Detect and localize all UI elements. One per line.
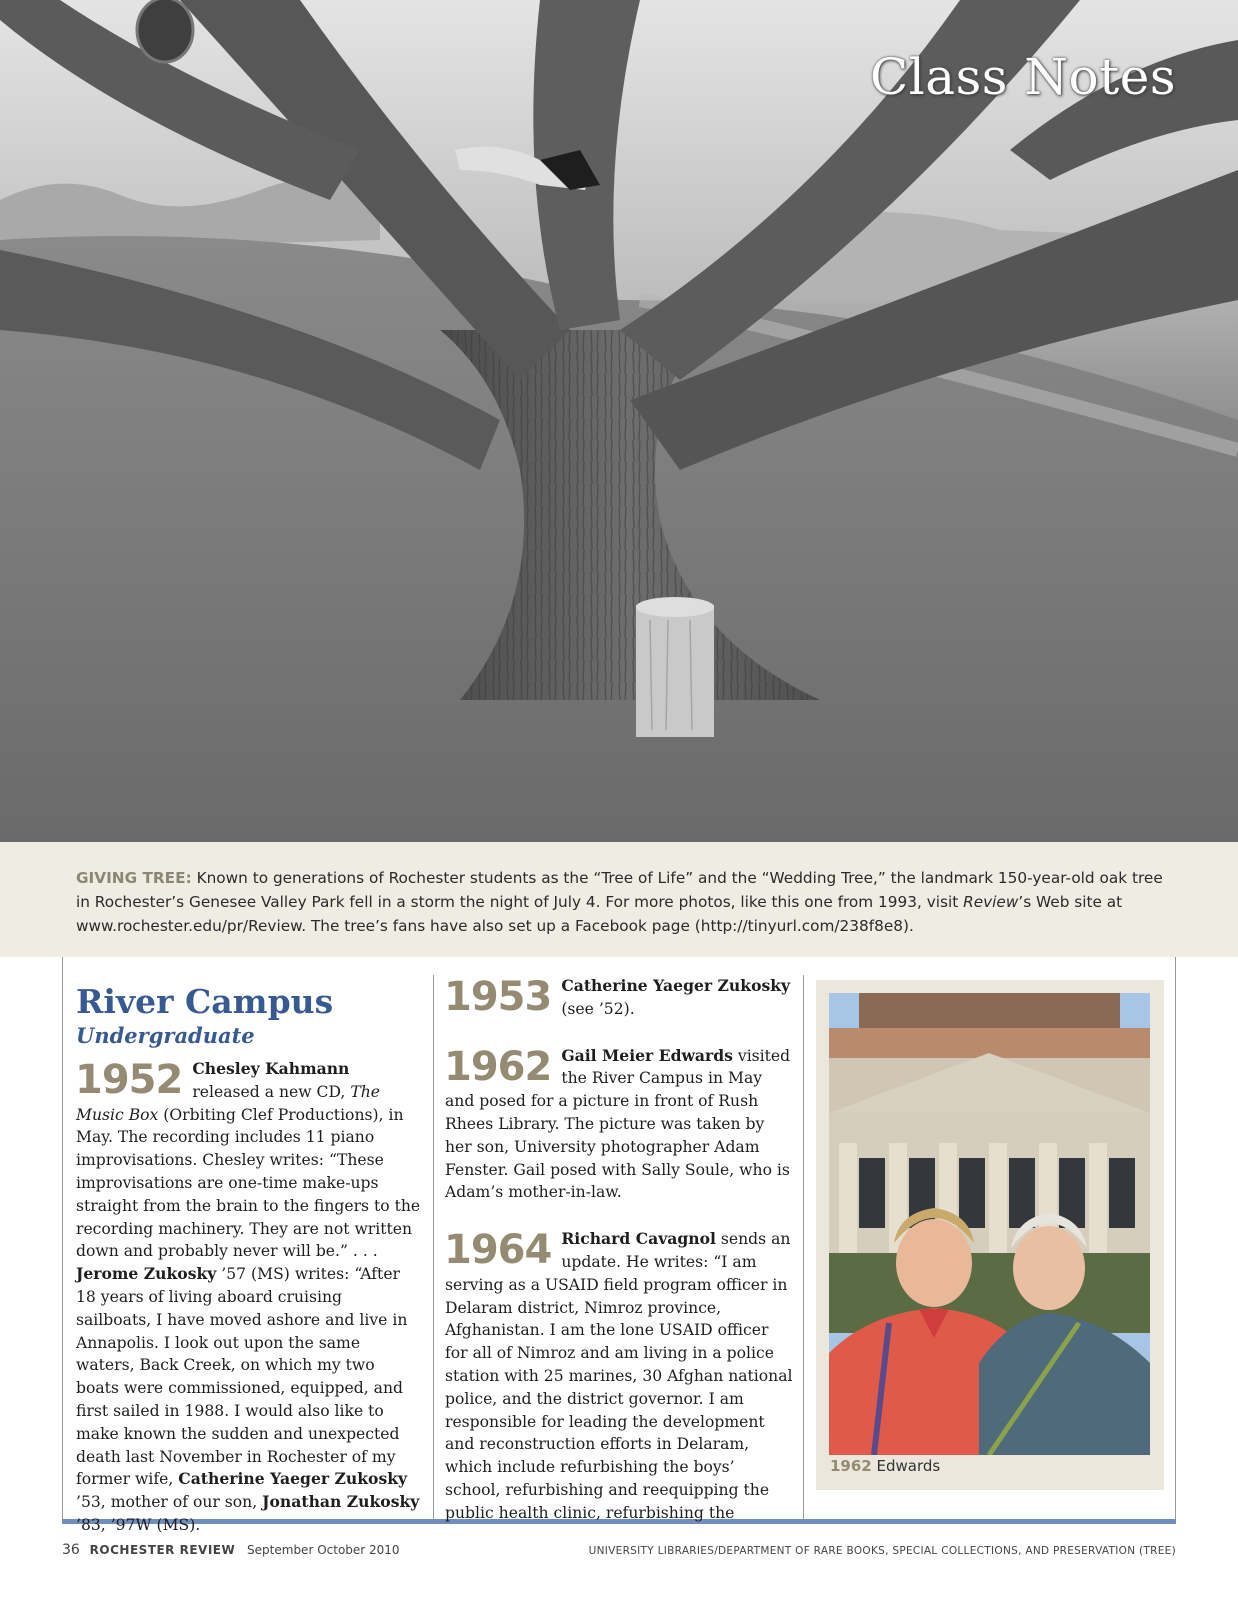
caption-review: Review bbox=[963, 893, 1019, 911]
caption-year: 1962 bbox=[830, 1457, 872, 1475]
footer-left bbox=[62, 1542, 400, 1558]
entry-1953 bbox=[445, 975, 793, 1021]
entry-text bbox=[76, 1058, 421, 1537]
person-name: Catherine Yaeger Zukosky bbox=[561, 976, 791, 995]
side-photo-frame bbox=[816, 980, 1164, 1490]
caption-body-1: Known to generations of Rochester students as the “Tree of Life” and the “Wedding Tree,” the landmark 150-year-old oak tree in Rochester’s Genesee Valley Park fell in a storm the night of July 4. For more photos, like this one from 1993, visit bbox=[76, 869, 1163, 911]
column-2 bbox=[445, 975, 793, 1549]
entry-text-part: sends an update. He writes: “I am serving as a USAID field program officer in Delaram district, Nimroz province, Afghanistan. I am the lone USAID officer for all of Nimroz and am living in a police station with 25 marines, 30 Afghan national police, and the district governor. I am responsible for leading the development and reconstruction efforts in Delaram, which include refurbishing the boys’ school, refurbishing and reequipping the public health clinic, refurbishing the bbox=[445, 1230, 793, 1522]
person-name: Jonathan Zukosky bbox=[262, 1492, 420, 1512]
year-label: 1952 bbox=[75, 1057, 183, 1103]
photo-credit: UNIVERSITY LIBRARIES/DEPARTMENT OF RARE BOOKS, SPECIAL COLLECTIONS, AND PRESERVATION (TREE) bbox=[588, 1545, 1176, 1557]
entry-text-part: ’83, ’97W (MS). bbox=[76, 1515, 201, 1534]
magazine-name: ROCHESTER REVIEW bbox=[89, 1543, 236, 1557]
year-label: 1953 bbox=[444, 974, 552, 1020]
section-subheading: Undergraduate bbox=[76, 1023, 255, 1048]
section-title: Class Notes bbox=[870, 48, 1176, 106]
side-photo-caption bbox=[830, 1457, 940, 1475]
person-name: Chesley Kahmann bbox=[192, 1059, 350, 1078]
cd-title: The Music Box bbox=[76, 1082, 381, 1124]
library-portrait-illustration bbox=[829, 993, 1150, 1455]
section-heading: River Campus bbox=[76, 982, 334, 1021]
year-label: 1964 bbox=[444, 1227, 552, 1274]
person-name: Richard Cavagnol bbox=[561, 1229, 716, 1249]
person-name: Gail Meier Edwards bbox=[561, 1045, 733, 1065]
caption-lead: GIVING TREE: bbox=[76, 869, 192, 887]
person-name: Catherine Yaeger Zukosky bbox=[178, 1469, 408, 1489]
entry-1962 bbox=[445, 1045, 793, 1205]
entry-1964 bbox=[445, 1228, 793, 1524]
photo-caption bbox=[0, 842, 1238, 957]
entry-text-part: ’53, mother of our son, bbox=[76, 1493, 263, 1512]
person-name: Jerome Zukosky bbox=[76, 1264, 217, 1284]
entry-text-part: ’57 (MS) writes: “After 18 years of living aboard cruising sailboats, I have moved ashore and live in Annapolis. I look out upon the same waters, Back Creek, on which my two boats were commissioned, equipped, and first sailed in 1988. I would also like to make known the sudden and unexpected death last November in Rochester of my former wife, bbox=[76, 1265, 408, 1489]
entry-text-part: (Orbiting Clef Productions), in May. The recording includes 11 piano improvisations. Chesley writes: “These improvisations are one-time make-ups straight from the brain to the fingers to the recording machinery. They are not written down and probably never will be.” . . . bbox=[76, 1105, 421, 1261]
entry-text-part: visited the River Campus in May and posed for a picture in front of Rush Rhees Library. The picture was taken by her son, University photographer Adam Fenster. Gail posed with Sally Soule, who is Adam’s mother-in-law. bbox=[445, 1046, 791, 1202]
page-number: 36 bbox=[62, 1542, 80, 1558]
entry-text-part: released a new CD, bbox=[192, 1082, 351, 1101]
edwards-photo bbox=[829, 993, 1150, 1455]
issue-date: September October 2010 bbox=[247, 1543, 400, 1557]
caption-body-2: ’s Web site at www.rochester.edu/pr/Review. The tree’s fans have also set up a Facebook page (http://tinyurl.com/238f8e8). bbox=[76, 893, 1123, 935]
entry-text-part: (see ’52). bbox=[561, 999, 635, 1018]
column-rule-left bbox=[62, 957, 63, 1519]
column-rule-middle bbox=[433, 975, 434, 1519]
column-rule-right bbox=[803, 975, 804, 1519]
entry-1952 bbox=[76, 1058, 421, 1537]
column-rule-edge bbox=[1175, 957, 1176, 1519]
column-1 bbox=[76, 982, 421, 1561]
year-label: 1962 bbox=[444, 1043, 552, 1090]
caption-name: Edwards bbox=[871, 1457, 941, 1475]
caption-text bbox=[76, 866, 1176, 938]
